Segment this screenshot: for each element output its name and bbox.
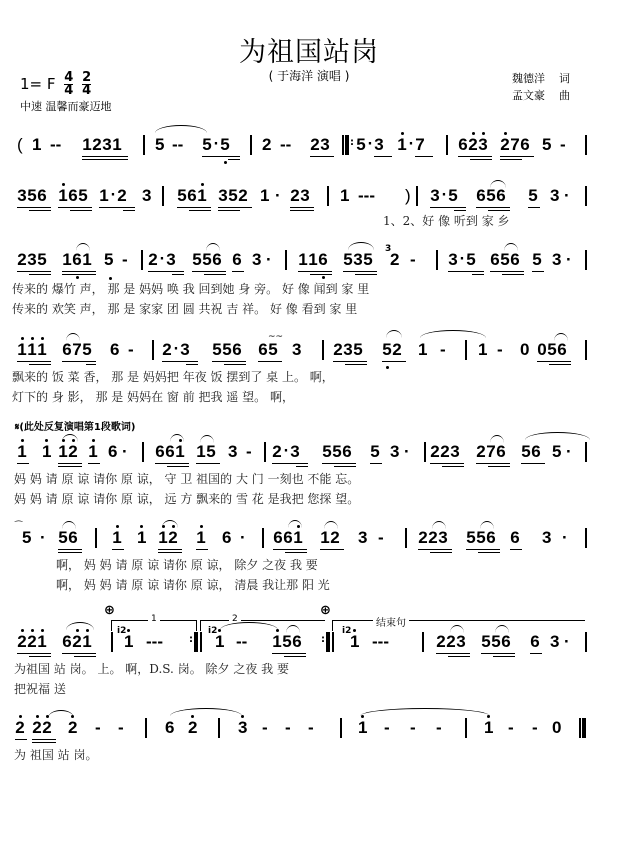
credits <box>512 70 570 104</box>
lyrics-line-1: 飘来的 饭 菜 香， 那 是 妈妈把 年夜 饭 摆到了 桌 上。 啊， <box>12 370 334 384</box>
score-row-7: 221 621 i2 1 --- : i2 1 -- 156 : i2 1 --- 223 556 6 3 · 为祖国 站 岗。 上。 啊，D.S. 岗。 除夕 之夜 我 要 把祝福 送 <box>0 632 618 662</box>
time-signature-4-4: $\frac{4}{4}$ <box>64 70 74 98</box>
volta-1: 1 <box>111 620 197 631</box>
score-row-1: ( 1 -- 1231 5 -- 5 · 5 2 -- 23 : 5 · 3 1 · 7 623 276 5 - <box>0 135 618 165</box>
score-row-8: 2 22 2 - - 6 2 3 - - - 1 - - - 1 - - 0 为 祖国 站 岗。 <box>0 718 618 748</box>
tempo-marking: 中速 温馨而豪迈地 <box>20 100 112 113</box>
singer-credit: ( 于海洋 演唱 ) <box>268 69 350 83</box>
score-row-5: 1 1 12 1 6 · 661 15 3 - 2 · 3 556 5 3 · 223 276 56 5 · 妈 妈 请 原 谅 请你 原 谅， 守 卫 祖国的 大 门 一刻也 不能 忘。 妈 妈 请 原 谅 请你 原 谅， 远 方 飘来的 雪 花 是我把 您探 望。 <box>0 442 618 472</box>
composer-credit: 孟文豪 曲 <box>512 89 570 102</box>
score-row-6: ⁀ 5 · 56 1 1 12 1 6 · 661 12 3 - 223 556 6 3 · 啊， 妈 妈 请 原 谅 请你 原 谅， 除夕 之夜 我 要 啊， 妈 妈 请 原 谅 请你 原 谅， 清晨 我让那 阳 光 <box>0 528 618 558</box>
lyrics-line-2: 传来的 欢笑 声， 那 是 家家 团 圆 共祝 吉 祥。 好 像 看到 家 里 <box>12 302 358 316</box>
lyrics-line-2: 妈 妈 请 原 谅 请你 原 谅， 远 方 飘来的 雪 花 是我把 您探 望。 <box>14 492 360 506</box>
repeat-note: 𝄋(此处反复演唱第1段歌词) <box>15 422 136 433</box>
coda-icon: ⊕ <box>320 603 331 618</box>
score-row-4: 111 675 6 - 2 · 3 556 65 ~~ 3 235 52 1 - 1 - 0 056 飘来的 饭 菜 香， 那 是 妈妈把 年夜 饭 摆到了 桌 上。 啊， 灯下的 身 影， 那 是 妈妈在 窗 前 把我 遥 望。 啊， <box>0 340 618 370</box>
lyricist-credit: 魏德洋 词 <box>512 72 570 85</box>
segno-icon: 𝄋 <box>15 422 20 433</box>
lyrics-line-1: 传来的 爆竹 声， 那 是 妈妈 唤 我 回到她 身 旁。 好 像 闻到 家 里 <box>12 282 370 296</box>
coda-icon: ⊕ <box>104 603 115 618</box>
key-label: 1= F <box>20 75 56 93</box>
lyrics-line-1: 为祖国 站 岗。 上。 啊，D.S. 岗。 除夕 之夜 我 要 <box>14 662 289 676</box>
lyrics-line-2: 啊， 妈 妈 请 原 谅 请你 原 谅， 清晨 我让那 阳 光 <box>56 578 330 592</box>
lyrics-line-1: 为 祖国 站 岗。 <box>14 748 98 762</box>
lyrics-line-1: 啊， 妈 妈 请 原 谅 请你 原 谅， 除夕 之夜 我 要 <box>56 558 318 572</box>
lyrics-line-1: 妈 妈 请 原 谅 请你 原 谅， 守 卫 祖国的 大 门 一刻也 不能 忘。 <box>14 472 360 486</box>
lyrics-line-2: 灯下的 身 影， 那 是 妈妈在 窗 前 把我 遥 望。 啊， <box>12 390 294 404</box>
song-title: 为祖国站岗 <box>239 37 379 68</box>
key-signature <box>20 72 91 97</box>
score-row-2: 356 165 1 · 2 3 561 352 1 · 23 1 --- ) 3 · 5 656 5 3 · 1、2、好 像 听到 家 乡 <box>0 186 618 216</box>
lyrics-line-1: 1、2、好 像 听到 家 乡 <box>383 214 510 228</box>
score-row-3: 235 161 5 - 2 · 3 556 6 3 · 116 535 3 2 - 3 · 5 656 5 3 · 传来的 爆竹 声， 那 是 妈妈 唤 我 回到她 身 旁。 好 像 闻到 家 里 传来的 欢笑 声， 那 是 家家 团 圆 共祝 吉 祥。 好 像 看到 家 里 <box>0 250 618 280</box>
volta-2: 2 <box>200 620 325 631</box>
time-signature-2-4: $\frac{2}{4}$ <box>82 70 92 98</box>
lyrics-line-2: 把祝福 送 <box>14 682 66 696</box>
ending-phrase-bracket: 结束句 <box>332 620 585 631</box>
